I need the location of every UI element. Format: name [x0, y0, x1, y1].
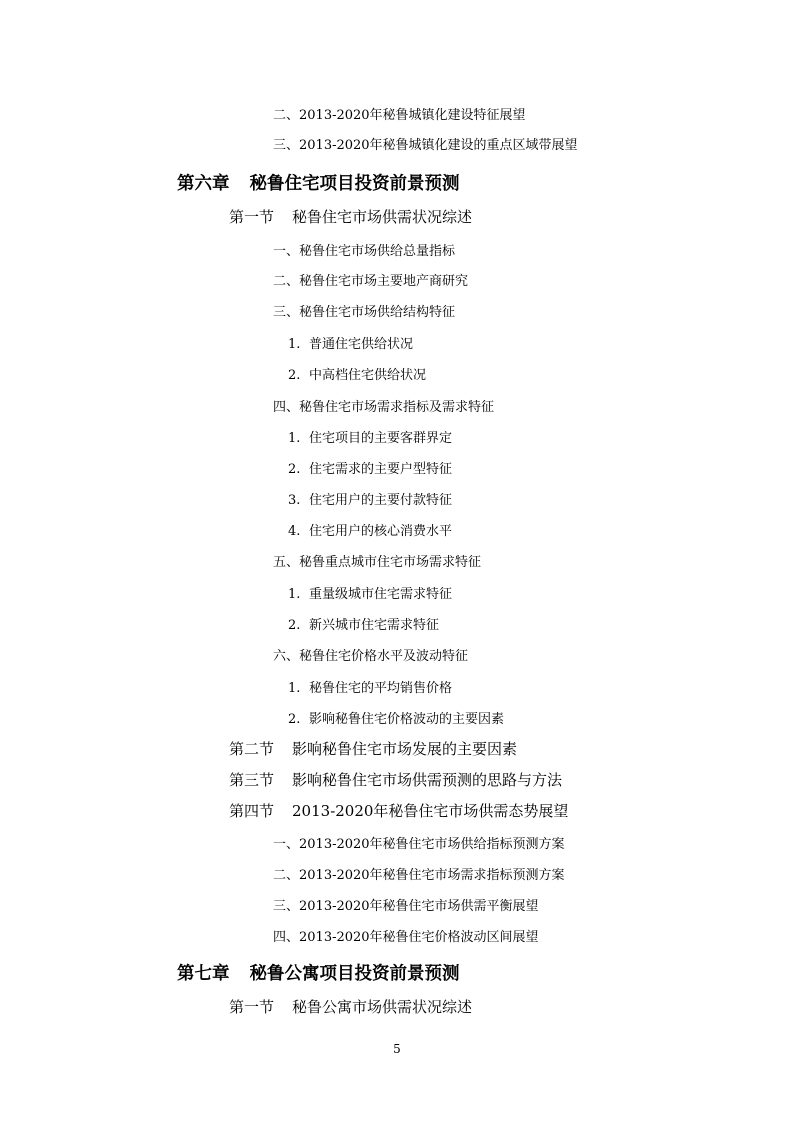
section-title: 影响秘鲁住宅市场发展的主要因素: [292, 740, 518, 758]
toc-entry-text: 一、秘鲁住宅市场供给总量指标: [273, 244, 456, 259]
toc-entry[interactable]: [273, 104, 526, 123]
section-title: 秘鲁住宅市场供需状况综述: [292, 208, 473, 226]
toc-subentry-text: 住宅项目的主要客群界定: [309, 431, 453, 446]
toc-entry[interactable]: [273, 833, 565, 852]
toc-subentry-text: 中高档住宅供给状况: [309, 368, 427, 383]
toc-subentry[interactable]: [288, 427, 452, 446]
toc-entry[interactable]: [273, 134, 578, 153]
toc-subentry[interactable]: [288, 458, 452, 477]
toc-section-heading[interactable]: [229, 800, 568, 821]
toc-subentry-text: 新兴城市住宅需求特征: [309, 618, 440, 633]
toc-subentry-text: 重量级城市住宅需求特征: [309, 587, 453, 602]
toc-entry[interactable]: [273, 301, 455, 320]
toc-chapter-heading[interactable]: [177, 960, 460, 985]
toc-entry[interactable]: [273, 864, 565, 883]
toc-entry[interactable]: [273, 240, 455, 259]
toc-entry[interactable]: [273, 895, 539, 914]
section-label: 第一节: [229, 208, 275, 226]
toc-subentry-number: 1.: [288, 681, 301, 696]
toc-entry-text: 三、秘鲁住宅市场供给结构特征: [273, 305, 456, 320]
chapter-title: 秘鲁住宅项目投资前景预测: [249, 174, 460, 194]
toc-entry-text: 一、2013-2020年秘鲁住宅市场供给指标预测方案: [273, 837, 565, 852]
toc-subentry-number: 2.: [288, 712, 301, 727]
section-label: 第一节: [229, 998, 275, 1016]
toc-entry-text: 三、2013-2020年秘鲁城镇化建设的重点区域带展望: [273, 138, 578, 153]
toc-subentry[interactable]: [288, 333, 413, 352]
toc-entry-text: 六、秘鲁住宅价格水平及波动特征: [273, 649, 469, 664]
toc-entry[interactable]: [273, 396, 494, 415]
toc-subentry-number: 4.: [288, 524, 301, 539]
toc-subentry[interactable]: [288, 583, 452, 602]
toc-entry[interactable]: [273, 645, 468, 664]
toc-chapter-heading[interactable]: [177, 170, 460, 195]
toc-subentry-text: 秘鲁住宅的平均销售价格: [309, 681, 453, 696]
toc-section-heading[interactable]: [229, 996, 472, 1017]
toc-subentry-text: 住宅需求的主要户型特征: [309, 462, 453, 477]
toc-subentry-number: 3.: [288, 493, 301, 508]
toc-subentry-text: 影响秘鲁住宅价格波动的主要因素: [309, 712, 505, 727]
toc-entry[interactable]: [273, 926, 539, 945]
toc-entry[interactable]: [273, 270, 468, 289]
toc-subentry[interactable]: [288, 520, 452, 539]
toc-subentry-number: 1.: [288, 587, 301, 602]
toc-subentry-number: 1.: [288, 431, 301, 446]
toc-subentry-number: 2.: [288, 618, 301, 633]
toc-subentry-number: 2.: [288, 462, 301, 477]
toc-subentry[interactable]: [288, 708, 504, 727]
toc-subentry[interactable]: [288, 489, 452, 508]
section-title: 2013-2020年秘鲁住宅市场供需态势展望: [292, 802, 569, 820]
toc-entry-text: 四、秘鲁住宅市场需求指标及需求特征: [273, 400, 495, 415]
section-label: 第四节: [229, 802, 275, 820]
toc-subentry-text: 住宅用户的主要付款特征: [309, 493, 453, 508]
toc-entry-text: 二、秘鲁住宅市场主要地产商研究: [273, 274, 469, 289]
toc-entry-text: 二、2013-2020年秘鲁住宅市场需求指标预测方案: [273, 868, 565, 883]
toc-entry[interactable]: [273, 551, 481, 570]
toc-section-heading[interactable]: [229, 769, 562, 790]
toc-subentry-number: 2.: [288, 368, 301, 383]
toc-entry-text: 三、2013-2020年秘鲁住宅市场供需平衡展望: [273, 899, 539, 914]
toc-subentry[interactable]: [288, 677, 452, 696]
chapter-label: 第六章: [177, 174, 230, 194]
section-label: 第三节: [229, 771, 275, 789]
toc-entry-text: 五、秘鲁重点城市住宅市场需求特征: [273, 555, 482, 570]
toc-section-heading[interactable]: [229, 206, 472, 227]
toc-section-heading[interactable]: [229, 738, 517, 759]
toc-entry-text: 四、2013-2020年秘鲁住宅价格波动区间展望: [273, 930, 539, 945]
toc-subentry-text: 普通住宅供给状况: [309, 337, 414, 352]
toc-subentry[interactable]: [288, 364, 426, 383]
toc-subentry[interactable]: [288, 614, 439, 633]
toc-entry-text: 二、2013-2020年秘鲁城镇化建设特征展望: [273, 108, 526, 123]
section-label: 第二节: [229, 740, 275, 758]
chapter-label: 第七章: [177, 964, 230, 984]
page-number: 5: [393, 1042, 401, 1056]
toc-subentry-number: 1.: [288, 337, 301, 352]
section-title: 秘鲁公寓市场供需状况综述: [292, 998, 473, 1016]
chapter-title: 秘鲁公寓项目投资前景预测: [249, 964, 460, 984]
toc-subentry-text: 住宅用户的核心消费水平: [309, 524, 453, 539]
section-title: 影响秘鲁住宅市场供需预测的思路与方法: [292, 771, 563, 789]
